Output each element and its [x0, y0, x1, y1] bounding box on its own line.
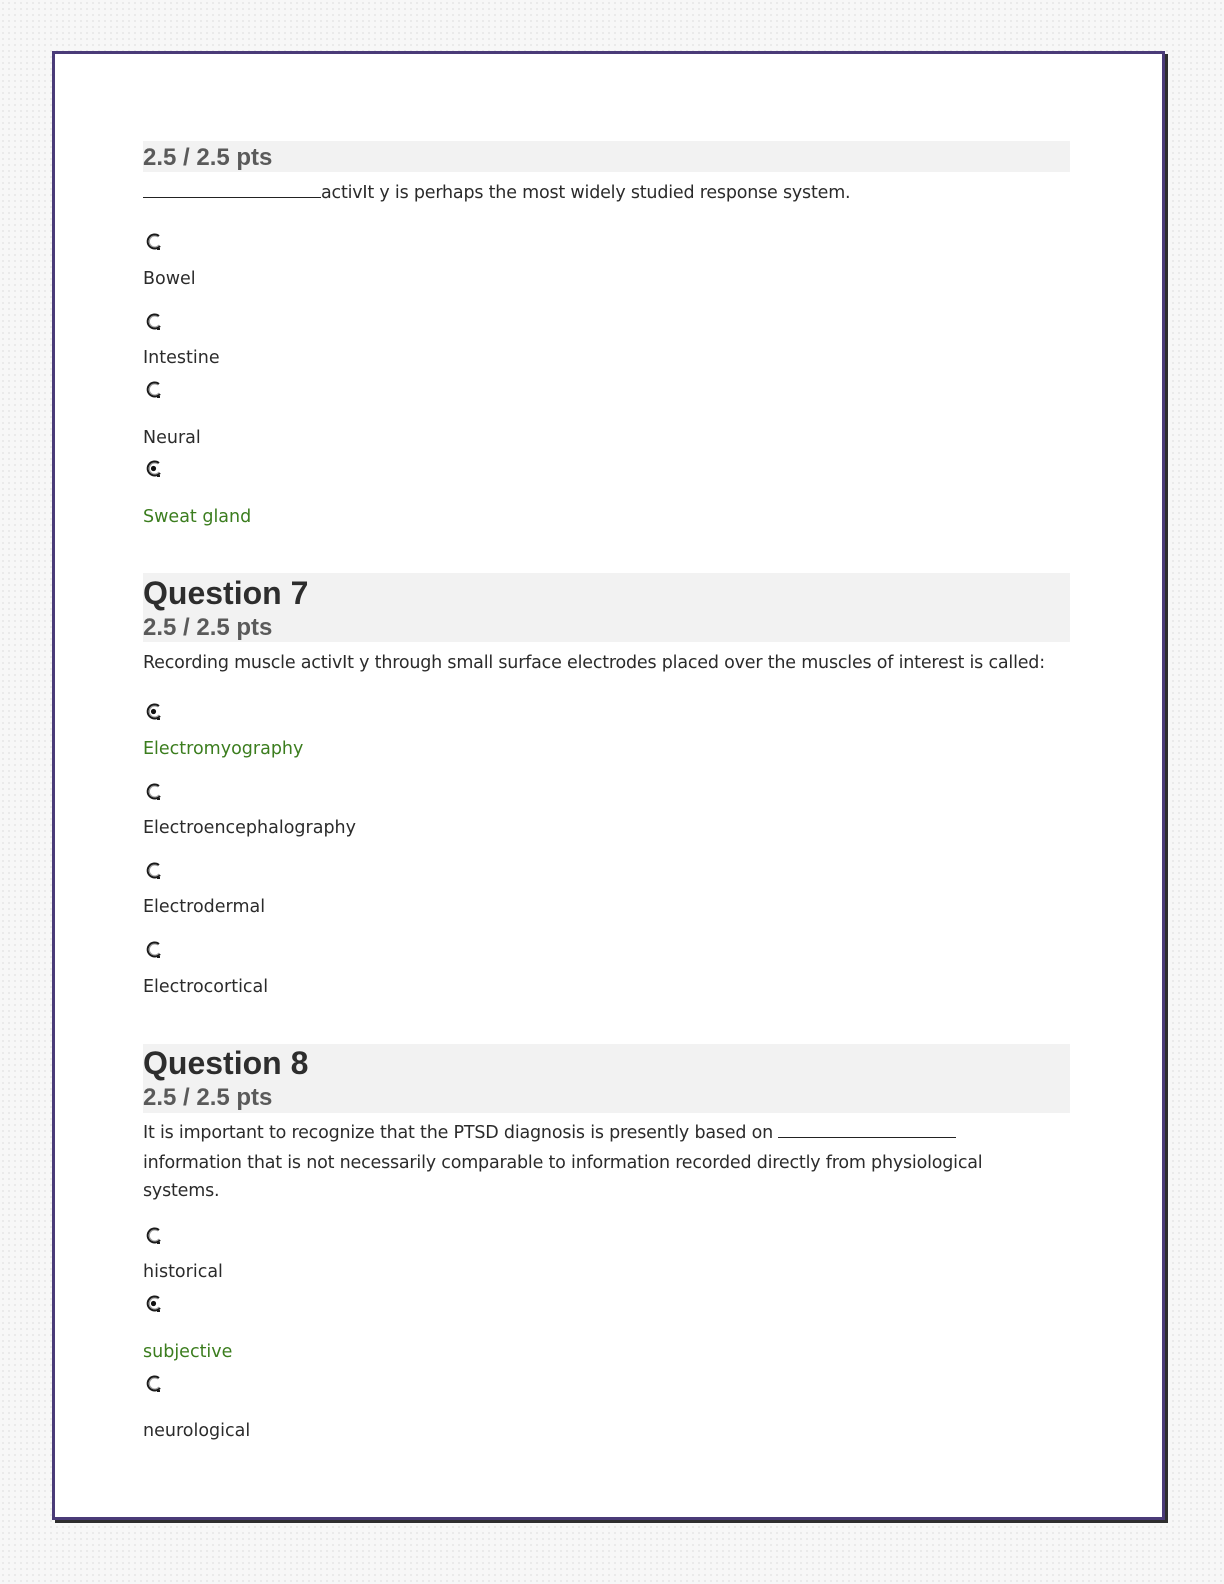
question-7-title: Question 7 — [143, 575, 309, 611]
answer-bowel: Bowel — [143, 269, 196, 289]
radio-intestine[interactable] — [143, 311, 165, 333]
radio-historical[interactable] — [143, 1225, 165, 1247]
radio-sweat-gland[interactable] — [143, 458, 165, 480]
answer-neurological: neurological — [143, 1421, 251, 1441]
answer-sweat-gland: Sweat gland — [143, 507, 252, 527]
answer-blank — [143, 197, 321, 198]
question-6-text — [143, 179, 850, 208]
question-8-text-line2: information that is not necessarily comparable to information recorded directly from physiological — [143, 1153, 983, 1173]
radio-neurological[interactable] — [143, 1373, 165, 1395]
radio-subjective[interactable] — [143, 1293, 165, 1315]
answer-historical: historical — [143, 1262, 223, 1282]
radio-bowel[interactable] — [143, 231, 165, 253]
question-6-text-body: activIt y is perhaps the most widely studied response system. — [321, 183, 851, 203]
question-7-text: Recording muscle activIt y through small surface electrodes placed over the muscles of interest is called: — [143, 653, 1045, 673]
answer-blank — [778, 1137, 956, 1138]
answer-intestine: Intestine — [143, 348, 220, 368]
radio-electroencephalography[interactable] — [143, 781, 165, 803]
question-6-points: 2.5 / 2.5 pts — [143, 144, 273, 171]
radio-electromyography[interactable] — [143, 701, 165, 723]
answer-electrodermal: Electrodermal — [143, 897, 266, 917]
question-8-text-start: It is important to recognize that the PTSD diagnosis is presently based on — [143, 1123, 774, 1143]
question-8-text — [143, 1119, 1043, 1203]
question-7-points: 2.5 / 2.5 pts — [143, 614, 273, 641]
answer-electroencephalography: Electroencephalography — [143, 818, 357, 838]
answer-neural: Neural — [143, 428, 201, 448]
question-6-header — [143, 141, 1070, 172]
answer-electromyography: Electromyography — [143, 739, 304, 759]
page-frame — [52, 51, 1165, 1520]
answer-electrocortical: Electrocortical — [143, 977, 269, 997]
radio-electrocortical[interactable] — [143, 939, 165, 961]
radio-neural[interactable] — [143, 379, 165, 401]
question-8-points: 2.5 / 2.5 pts — [143, 1084, 273, 1111]
question-8-title: Question 8 — [143, 1045, 309, 1081]
radio-electrodermal[interactable] — [143, 860, 165, 882]
answer-subjective: subjective — [143, 1342, 233, 1362]
question-8-text-line3: systems. — [143, 1181, 220, 1201]
